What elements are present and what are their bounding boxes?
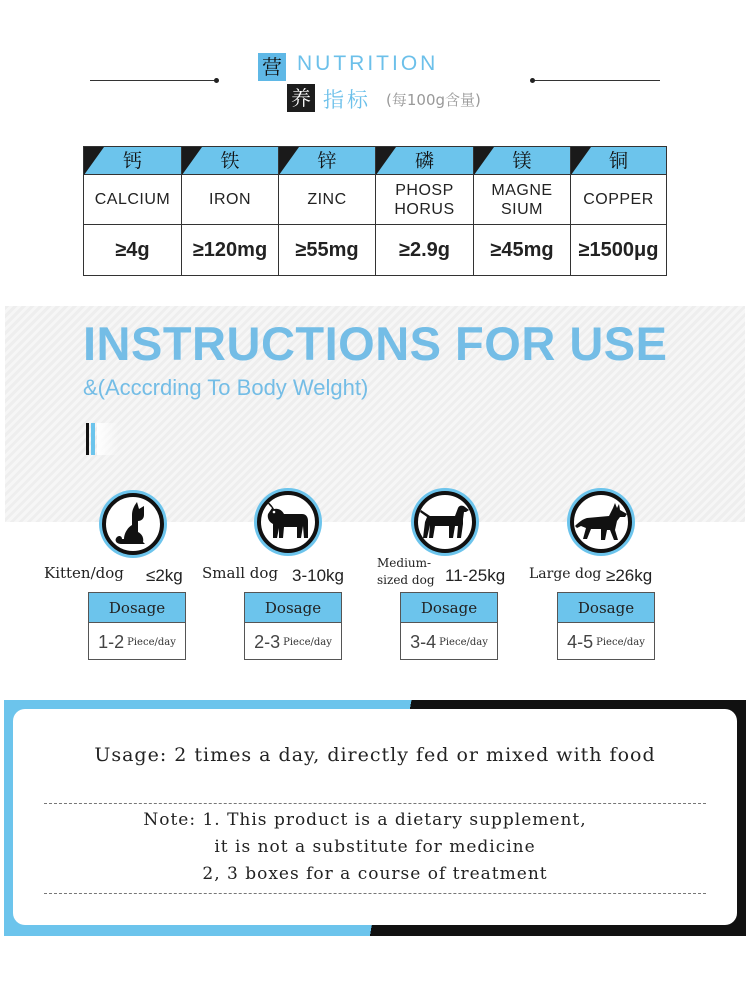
dog-weight: 3-10kg xyxy=(292,566,344,585)
nutrient-en: COPPER xyxy=(571,175,666,225)
nutrient-cn: 镁 xyxy=(512,150,532,172)
nutrient-en: CALCIUM xyxy=(84,175,181,225)
nutrition-column xyxy=(474,147,571,275)
medium-dog-icon xyxy=(409,486,481,558)
dosage-box xyxy=(244,592,342,660)
dosage-body xyxy=(245,624,341,660)
sitting-kitten-icon xyxy=(97,488,169,560)
dosage-box xyxy=(557,592,655,660)
dosage-amount: 3-4 xyxy=(410,631,437,652)
nutrient-en: ZINC xyxy=(279,175,375,225)
dog-size-label: Small dog xyxy=(202,564,279,582)
corner-triangle xyxy=(571,147,591,175)
nutrition-column xyxy=(571,147,666,275)
nutrient-cn-cell xyxy=(376,147,473,175)
dosage-unit: Piece/day xyxy=(127,636,176,648)
header-char-box-1: 营 xyxy=(258,53,286,81)
nutrient-cn: 磷 xyxy=(414,150,434,172)
bar-fade xyxy=(97,423,119,455)
dosage-unit: Piece/day xyxy=(283,636,332,648)
nutrient-cn-cell xyxy=(571,147,666,175)
header-title-en: NUTRITION xyxy=(297,52,439,75)
dog-size-label: Large dog xyxy=(529,566,602,582)
note-line: 2, 3 boxes for a course of treatment xyxy=(202,864,548,884)
nutrient-cn-cell xyxy=(182,147,278,175)
nutrient-value: ≥4g xyxy=(115,238,150,261)
small-dog-icon xyxy=(252,486,324,558)
dosage-header: Dosage xyxy=(245,593,341,623)
header-dot-left xyxy=(214,78,219,83)
dosage-amount: 2-3 xyxy=(254,631,281,652)
header-line-left xyxy=(90,80,218,81)
dosage-header: Dosage xyxy=(89,593,185,623)
nutrient-cn: 钙 xyxy=(122,150,142,172)
dosage-unit: Piece/day xyxy=(439,636,488,648)
dashed-divider xyxy=(44,803,706,804)
nutrient-en: PHOSP HORUS xyxy=(376,175,473,225)
dosage-header: Dosage xyxy=(558,593,654,623)
nutrient-value: ≥2.9g xyxy=(399,238,450,261)
nutrient-cn-cell xyxy=(84,147,181,175)
header-line-right xyxy=(532,80,660,81)
nutrition-column xyxy=(279,147,376,275)
nutrition-column xyxy=(182,147,279,275)
nutrient-cn-cell xyxy=(474,147,570,175)
nutrient-en: IRON xyxy=(182,175,278,225)
dog-size-label: Kitten/dog xyxy=(44,564,124,582)
nutrient-cn: 锌 xyxy=(317,150,337,172)
dosage-body xyxy=(558,624,654,660)
header-dot-right xyxy=(530,78,535,83)
dosage-amount: 1-2 xyxy=(98,631,125,652)
corner-triangle xyxy=(474,147,494,175)
header-char-box-2: 养 xyxy=(287,84,315,112)
dosage-unit: Piece/day xyxy=(596,636,645,648)
nutrition-table xyxy=(83,146,667,276)
dosage-body xyxy=(89,624,185,660)
nutrient-value: ≥120mg xyxy=(192,238,268,261)
note-line: Note: 1. This product is a dietary supplement, xyxy=(143,810,587,830)
header-title-cn: 指标 xyxy=(323,88,371,112)
nutrient-cn-cell xyxy=(279,147,375,175)
bar-dark xyxy=(86,423,89,455)
large-dog-icon xyxy=(565,486,637,558)
corner-triangle xyxy=(376,147,396,175)
header-title-cn-note: (每100g含量) xyxy=(386,91,481,109)
nutrient-value: ≥55mg xyxy=(295,238,359,261)
dosage-header: Dosage xyxy=(401,593,497,623)
dosage-body xyxy=(401,624,497,660)
dog-weight: 11-25kg xyxy=(445,566,506,585)
dosage-box xyxy=(400,592,498,660)
instructions-subtitle: &(Acccrding To Body Welght) xyxy=(83,375,369,400)
note-line: it is not a substitute for medicine xyxy=(214,837,536,857)
dog-size-label: Medium- xyxy=(377,556,432,570)
bar-blue xyxy=(91,423,95,455)
dog-weight: ≥26kg xyxy=(606,566,653,585)
dosage-box xyxy=(88,592,186,660)
corner-triangle xyxy=(279,147,299,175)
nutrient-cn: 铜 xyxy=(608,150,628,172)
nutrition-column xyxy=(84,147,182,275)
usage-text: Usage: 2 times a day, directly fed or mixed with food xyxy=(94,744,656,766)
dog-weight: ≤2kg xyxy=(146,566,183,585)
nutrition-column xyxy=(376,147,474,275)
nutrient-cn: 铁 xyxy=(220,150,240,172)
nutrient-value: ≥45mg xyxy=(490,238,554,261)
dosage-amount: 4-5 xyxy=(567,631,594,652)
dog-size-label-line2: sized dog xyxy=(377,573,435,587)
dashed-divider xyxy=(44,893,706,894)
nutrient-en: MAGNE SIUM xyxy=(474,175,570,225)
corner-triangle xyxy=(182,147,202,175)
corner-triangle xyxy=(84,147,104,175)
instructions-title: INSTRUCTIONS FOR USE xyxy=(83,317,668,370)
nutrient-value: ≥1500μg xyxy=(578,238,659,261)
